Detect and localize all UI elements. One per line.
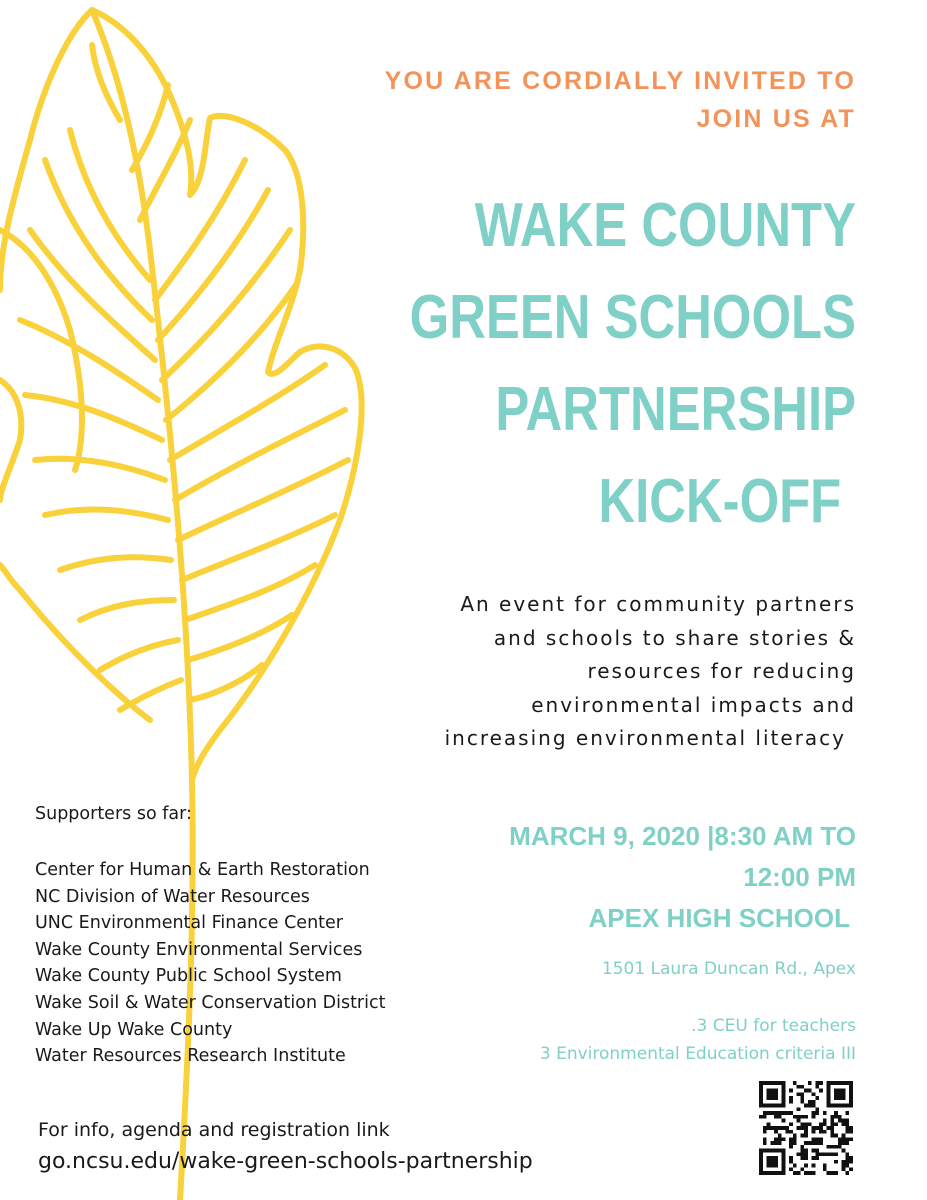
qr-code-icon[interactable] [759,1081,853,1175]
description-line-5: increasing environmental literacy [444,726,846,750]
supporter-item: Center for Human & Earth Restoration [35,860,370,880]
supporter-item: Water Resources Research Institute [35,1046,346,1067]
event-venue: APEX HIGH SCHOOL [588,903,850,933]
supporter-item: Wake Up Wake County [35,1019,233,1040]
registration-link[interactable]: go.ncsu.edu/wake-green-schools-partnership [38,1149,533,1174]
ceu-info [436,1012,856,1068]
supporter-item: NC Division of Water Resources [35,886,310,907]
invitation-line-2: JOIN US AT [696,105,856,133]
description-line-4: environmental impacts and [531,692,856,717]
title-line-1: WAKE COUNTY [474,191,856,260]
event-details [376,816,856,939]
description-line-1: An event for community partners [460,592,856,616]
info-section [38,1114,598,1178]
event-description [316,588,856,756]
supporters-list [35,801,435,1070]
event-end-time: 12:00 PM [743,862,856,892]
event-title [296,180,856,548]
ceu-line-1: .3 CEU for teachers [691,1016,856,1036]
description-line-3: resources for reducing [587,659,856,683]
supporter-item: UNC Environmental Finance Center [35,913,343,934]
supporter-item: Wake County Environmental Services [35,939,363,960]
supporters-heading: Supporters so far: [35,804,192,824]
title-line-2: GREEN SCHOOLS [409,283,856,352]
title-line-3: PARTNERSHIP [495,375,856,444]
invitation-line-1: YOU ARE CORDIALLY INVITED TO [384,67,856,95]
event-address: 1501 Laura Duncan Rd., Apex [601,959,856,979]
description-line-2: and schools to share stories & [493,625,856,650]
supporter-item: Wake Soil & Water Conservation District [35,992,386,1013]
ceu-line-2: 3 Environmental Education criteria III [539,1044,856,1064]
supporter-item: Wake County Public School System [35,966,342,987]
title-line-4: KICK-OFF [598,467,842,536]
event-date: MARCH 9, 2020 |8:30 AM TO [509,821,856,851]
invitation-heading [336,62,856,138]
info-label: For info, agenda and registration link [38,1119,390,1141]
